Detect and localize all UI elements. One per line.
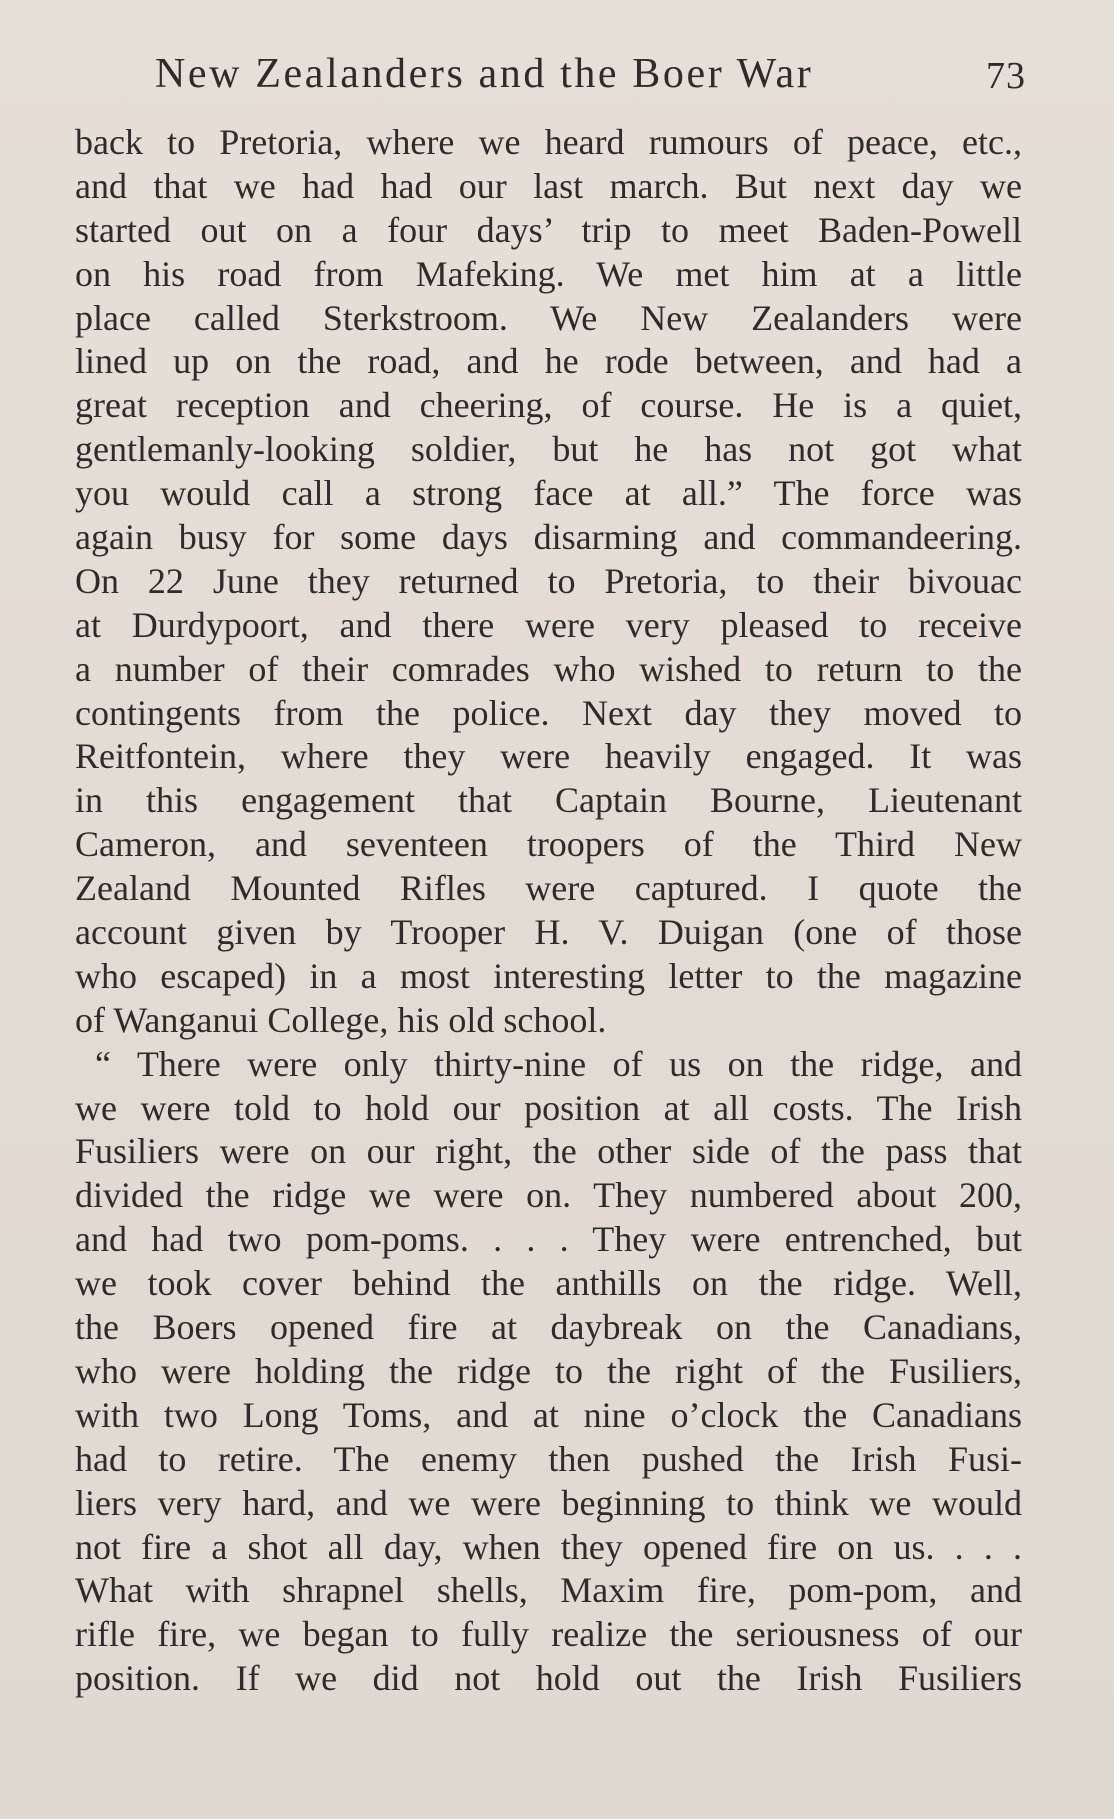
text-line: started out on a four days’ trip to meet Baden-Powell	[75, 209, 1022, 250]
text-line: rifle fire, we began to fully realize the seriousness of our	[75, 1614, 1022, 1655]
text-line: back to Pretoria, where we heard rumours of peace, etc.,	[75, 122, 1022, 162]
text-line: position. If we did not hold out the Irish Fusiliers	[75, 1658, 1022, 1699]
text-line: who escaped) in a most interesting letter to the magazine	[75, 955, 1022, 996]
text-line: we took cover behind the anthills on the ridge. Well,	[75, 1263, 1022, 1304]
text-line: great reception and cheering, of course. He is a quiet,	[75, 385, 1022, 426]
text-line: the Boers opened fire at daybreak on the Canadians,	[75, 1307, 1022, 1348]
text-line: account given by Trooper H. V. Duigan (one of those	[75, 912, 1022, 953]
text-line: and had two pom-poms. . . . They were entrenched, but	[75, 1219, 1022, 1260]
text-line: Cameron, and seventeen troopers of the Third New	[75, 824, 1022, 865]
text-line: On 22 June they returned to Pretoria, to their bivouac	[75, 560, 1022, 601]
text-line: we were told to hold our position at all costs. The Irish	[75, 1087, 1022, 1128]
text-line: and that we had had our last march. But next day we	[75, 165, 1022, 206]
text-line: divided the ridge we were on. They numbered about 200,	[75, 1175, 1022, 1216]
text-line: contingents from the police. Next day they moved to	[75, 692, 1022, 733]
running-head	[150, 44, 1030, 104]
text-line: not fire a shot all day, when they opened fire on us. . . .	[75, 1526, 1022, 1567]
text-line: gentlemanly-looking soldier, but he has not got what	[75, 429, 1022, 470]
text-line: liers very hard, and we were beginning to think we would	[75, 1482, 1022, 1523]
text-line: of Wanganui College, his old school.	[75, 999, 607, 1040]
text-line: Zealand Mounted Rifles were captured. I quote the	[75, 868, 1022, 909]
text-line: in this engagement that Captain Bourne, Lieutenant	[75, 780, 1022, 821]
text-line: a number of their comrades who wished to return to the	[75, 648, 1022, 689]
text-line: you would call a strong face at all.” The force was	[75, 473, 1022, 514]
text-line: place called Sterkstroom. We New Zealanders were	[75, 297, 1022, 338]
text-line: lined up on the road, and he rode between, and had a	[75, 341, 1022, 382]
text-line: Fusiliers were on our right, the other side of the pass that	[75, 1131, 1022, 1172]
text-line: with two Long Toms, and at nine o’clock the Canadians	[75, 1394, 1022, 1435]
text-line: on his road from Mafeking. We met him at a little	[75, 253, 1022, 294]
page-number: 73	[986, 55, 1026, 97]
text-line: who were holding the ridge to the right of the Fusiliers,	[75, 1350, 1022, 1391]
text-line: again busy for some days disarming and commandeering.	[75, 517, 1022, 558]
text-line: What with shrapnel shells, Maxim fire, pom-pom, and	[75, 1570, 1022, 1611]
running-title: New Zealanders and the Boer War	[155, 51, 814, 97]
text-line: Reitfontein, where they were heavily engaged. It was	[75, 736, 1022, 777]
text-line: “ There were only thirty-nine of us on the ridge, and	[95, 1043, 1022, 1084]
text-line: at Durdypoort, and there were very pleased to receive	[75, 604, 1022, 645]
text-line: had to retire. The enemy then pushed the Irish Fusi-	[75, 1438, 1022, 1479]
body-text	[75, 121, 1022, 1701]
